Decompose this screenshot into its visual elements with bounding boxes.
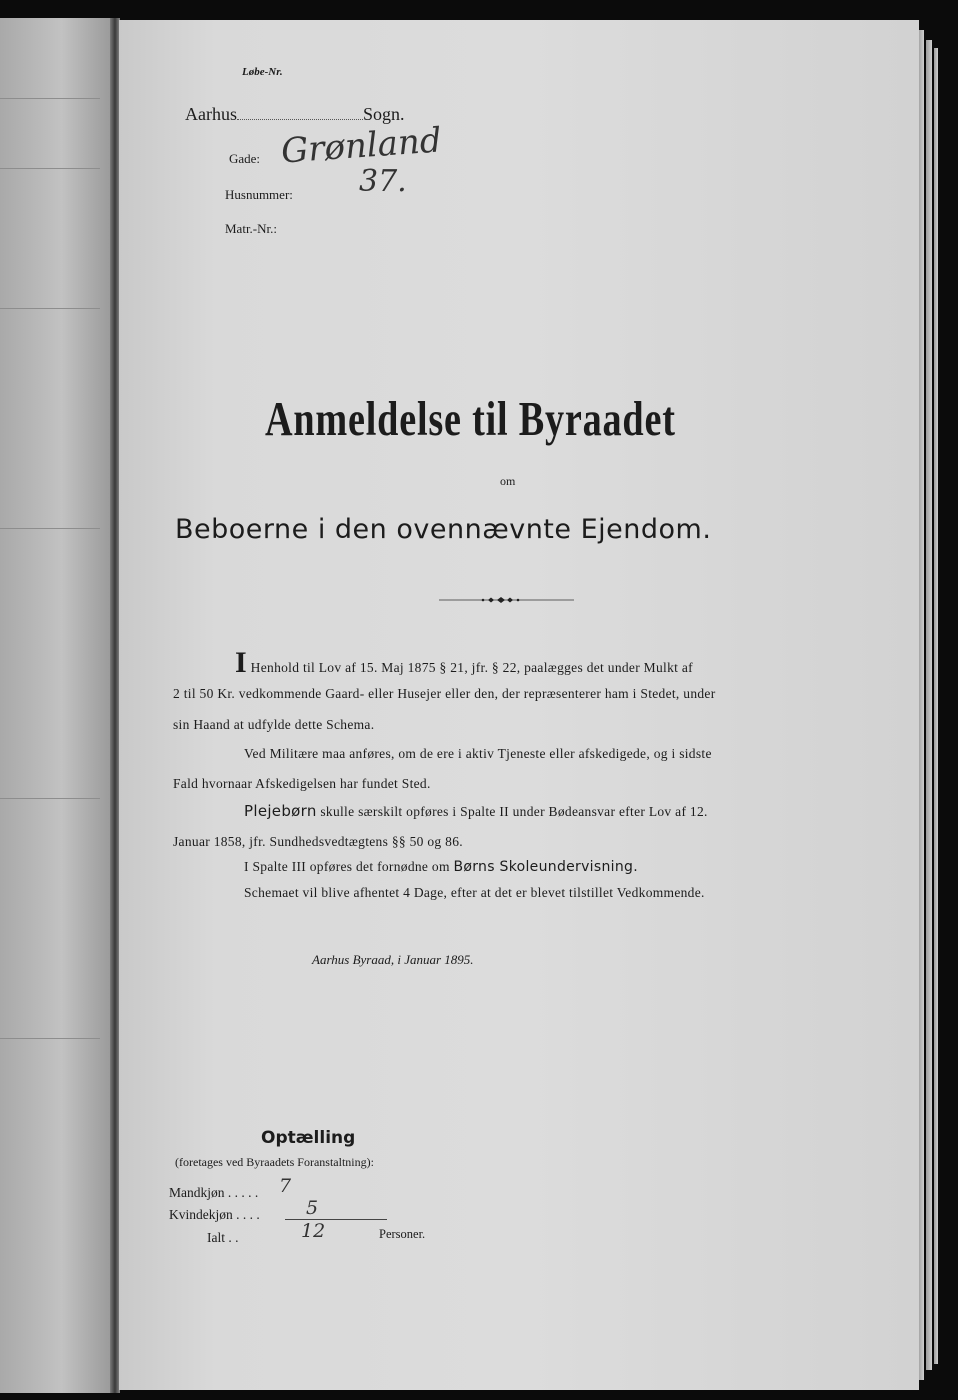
total-count-value: 12 — [301, 1220, 326, 1242]
faint-line — [0, 168, 100, 169]
om-word: om — [500, 474, 516, 488]
total-label: Ialt — [207, 1230, 225, 1245]
document-page — [119, 20, 919, 1390]
female-count-value: 5 — [306, 1197, 319, 1219]
gade-handwritten-value: Grønland — [279, 120, 443, 172]
faint-line — [0, 798, 100, 799]
left-page-edge — [0, 18, 112, 1393]
faint-line — [0, 308, 100, 309]
female-count-row: Kvindekjøn . . . . — [169, 1207, 260, 1222]
male-count-value: 7 — [279, 1175, 292, 1197]
paragraph-2-line-1: Ved Militære maa anføres, om de ere i aktiv Tjeneste eller afskedigede, og i sidste — [244, 746, 712, 761]
city-name: Aarhus — [185, 104, 237, 124]
paragraph-text: I Spalte III opføres det fornødne om — [244, 859, 450, 874]
matr-label: Matr.-Nr.: — [225, 221, 277, 236]
faint-line — [0, 528, 100, 529]
paragraph-text: Henhold til Lov af 15. Maj 1875 § 21, jfr. § 22, paalægges det under Mulkt af — [250, 660, 693, 675]
page-title: Anmeldelse til Byraadet — [265, 391, 676, 446]
total-count-row: Ialt . . — [207, 1230, 239, 1245]
count-subheading: (foretages ved Byraadets Foranstaltning): — [175, 1155, 374, 1169]
paragraph-5-line-1: Schemaet vil blive afhentet 4 Dage, efter at det er blevet tilstillet Vedkommende. — [244, 885, 705, 900]
paragraph-4-line-1 — [244, 859, 638, 875]
paragraph-text: skulle særskilt opføres i Spalte II under Bødeansvar efter Lov af 12. — [320, 804, 708, 819]
sogn-label: Sogn. — [363, 104, 405, 124]
count-heading: Optælling — [261, 1128, 356, 1148]
paragraph-1-line-2: 2 til 50 Kr. vedkommende Gaard- eller Husejer eller den, der repræsenterer ham i Stedet, under — [173, 686, 716, 701]
male-count-row: Mandkjøn . . . . . — [169, 1185, 259, 1200]
page-stack-edge — [926, 40, 932, 1370]
paragraph-1-line-1 — [235, 646, 693, 680]
paragraph-3-line-1 — [244, 802, 708, 820]
male-label: Mandkjøn — [169, 1185, 225, 1200]
parish-fill-line — [237, 119, 363, 120]
drop-initial: I — [235, 646, 247, 679]
lobe-nr-label: Løbe-Nr. — [242, 66, 283, 78]
female-label: Kvindekjøn — [169, 1207, 233, 1222]
husnummer-label: Husnummer: — [225, 187, 293, 202]
persons-label: Personer. — [379, 1227, 426, 1241]
husnummer-handwritten-value: 37. — [359, 164, 407, 199]
gade-label: Gade: — [229, 151, 261, 166]
issuer-signature: Aarhus Byraad, i Januar 1895. — [312, 952, 474, 967]
plejeborn-term: Plejebørn — [244, 802, 317, 820]
page-stack-edge — [934, 48, 938, 1364]
paragraph-1-line-3: sin Haand at udfylde dette Schema. — [173, 717, 375, 732]
paragraph-2-line-2: Fald hvornaar Afskedigelsen har fundet Sted. — [173, 776, 431, 791]
faint-line — [0, 1038, 100, 1039]
skoleundervisning-term: Børns Skoleundervisning. — [453, 859, 638, 875]
ornament-divider — [439, 595, 574, 605]
page-subtitle: Beboerne i den ovennævnte Ejendom. — [175, 514, 712, 545]
faint-line — [0, 98, 100, 99]
paragraph-3-line-2: Januar 1858, jfr. Sundhedsvedtægtens §§ 50 og 86. — [173, 834, 463, 849]
parish-line — [185, 104, 405, 125]
